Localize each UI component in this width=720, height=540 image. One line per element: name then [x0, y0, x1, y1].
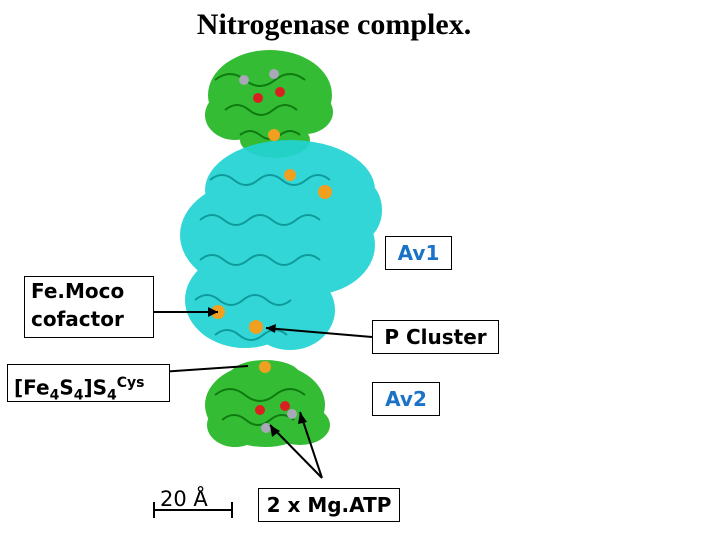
- femoco-label-line1: Fe.Moco: [31, 279, 125, 303]
- av2-label: Av2: [372, 382, 440, 416]
- mgatp-label: 2 x Mg.ATP: [258, 488, 400, 522]
- femoco-label-line2: cofactor: [31, 307, 124, 331]
- av1-protein: [180, 140, 382, 350]
- fes-cluster-label: $[Fe_4S_4]S_4^{Cys}$: [7, 364, 170, 402]
- av1-label: Av1: [385, 236, 452, 270]
- scale-label: 20 Å: [160, 487, 208, 511]
- p-cluster-label: P Cluster: [372, 320, 499, 354]
- av2-bottom-protein: [205, 360, 330, 447]
- femoco-label: [24, 276, 154, 338]
- page-title: Nitrogenase complex.: [196, 8, 472, 41]
